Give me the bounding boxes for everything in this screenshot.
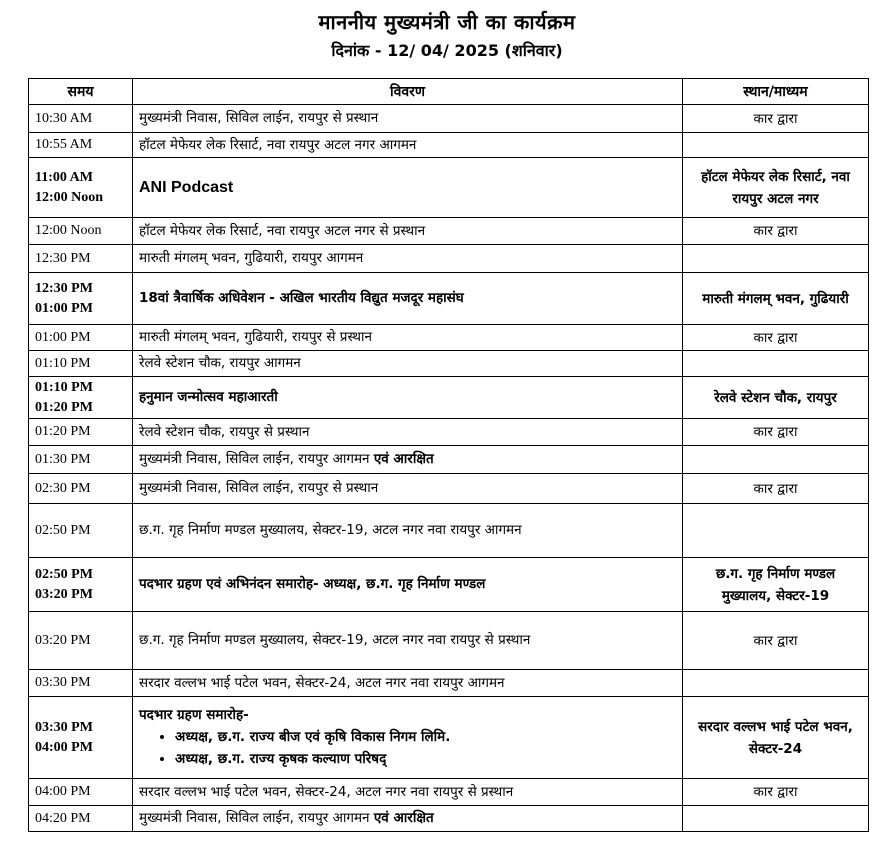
table-row: [29, 218, 869, 245]
table-row: [29, 446, 869, 474]
table-row: [29, 612, 869, 670]
time-range-cell: [29, 697, 133, 779]
description-cell: छ.ग. गृह निर्माण मण्डल मुख्यालय, सेक्टर-19, अटल नगर नवा रायपुर से प्रस्थान: [133, 612, 683, 670]
end-time: 01:20 PM: [35, 399, 93, 415]
place-cell: कार द्वारा: [683, 105, 869, 133]
table-row: [29, 779, 869, 806]
description-cell: [133, 446, 683, 474]
column-header-details: विवरण: [133, 79, 683, 105]
description-cell: मुख्यमंत्री निवास, सिविल लाईन, रायपुर से प्रस्थान: [133, 105, 683, 133]
place-cell: कार द्वारा: [683, 325, 869, 351]
table-row: [29, 670, 869, 697]
column-header-place: स्थान/माध्यम: [683, 79, 869, 105]
time-cell: 10:55 AM: [29, 133, 133, 158]
description-cell: हॉटल मेफेयर लेक रिसार्ट, नवा रायपुर अटल नगर से प्रस्थान: [133, 218, 683, 245]
place-cell: [683, 133, 869, 158]
table-row: [29, 245, 869, 273]
time-cell: 02:50 PM: [29, 504, 133, 558]
description-cell: मारुती मंगलम् भवन, गुढियारी, रायपुर से प्रस्थान: [133, 325, 683, 351]
description-cell: मुख्यमंत्री निवास, सिविल लाईन, रायपुर से प्रस्थान: [133, 474, 683, 504]
venue-cell: छ.ग. गृह निर्माण मण्डल मुख्यालय, सेक्टर-19: [683, 558, 869, 612]
place-cell: [683, 504, 869, 558]
reserved-note: एवं आरक्षित: [373, 810, 434, 826]
place-cell: कार द्वारा: [683, 474, 869, 504]
description-cell: रेलवे स्टेशन चौक, रायपुर से प्रस्थान: [133, 419, 683, 446]
page-title: माननीय मुख्यमंत्री जी का कार्यक्रम: [318, 10, 576, 34]
table-row: [29, 351, 869, 377]
place-cell: [683, 351, 869, 377]
description-cell: मारुती मंगलम् भवन, गुढियारी, रायपुर आगमन: [133, 245, 683, 273]
event-description-cell: [133, 158, 683, 218]
table-row-event: [29, 158, 869, 218]
time-cell: 04:20 PM: [29, 806, 133, 832]
event-subitems-list: [139, 726, 676, 770]
table-row: [29, 133, 869, 158]
place-cell: कार द्वारा: [683, 779, 869, 806]
start-time: 11:00 AM: [35, 169, 93, 185]
table-row-event: [29, 377, 869, 419]
place-cell: [683, 446, 869, 474]
event-description-cell: हनुमान जन्मोत्सव महाआरती: [133, 377, 683, 419]
column-header-time: समय: [29, 79, 133, 105]
time-cell: 02:30 PM: [29, 474, 133, 504]
time-range-cell: [29, 558, 133, 612]
list-item: • अध्यक्ष, छ.ग. राज्य कृषक कल्याण परिषद्: [175, 748, 676, 770]
reserved-note: एवं आरक्षित: [373, 451, 434, 467]
table-row-event: [29, 273, 869, 325]
description-cell: सरदार वल्लभ भाई पटेल भवन, सेक्टर-24, अटल नगर नवा रायपुर से प्रस्थान: [133, 779, 683, 806]
time-cell: 04:00 PM: [29, 779, 133, 806]
schedule-date: दिनांक - 12/ 04/ 2025 (शनिवार): [331, 41, 563, 60]
venue-cell: रेलवे स्टेशन चौक, रायपुर: [683, 377, 869, 419]
start-time: 02:50 PM: [35, 566, 93, 582]
place-cell: कार द्वारा: [683, 419, 869, 446]
time-cell: 01:10 PM: [29, 351, 133, 377]
description-cell: छ.ग. गृह निर्माण मण्डल मुख्यालय, सेक्टर-19, अटल नगर नवा रायपुर आगमन: [133, 504, 683, 558]
table-header-row: [29, 79, 869, 105]
table-row-event: [29, 697, 869, 779]
time-cell: 03:20 PM: [29, 612, 133, 670]
table-row: [29, 474, 869, 504]
table-row: [29, 806, 869, 832]
time-range-cell: [29, 158, 133, 218]
description-cell: [133, 806, 683, 832]
venue-cell: हॉटल मेफेयर लेक रिसार्ट, नवा रायपुर अटल नगर: [683, 158, 869, 218]
table-row: [29, 325, 869, 351]
event-title: पदभार ग्रहण समारोह-: [139, 707, 249, 723]
description-cell: सरदार वल्लभ भाई पटेल भवन, सेक्टर-24, अटल नगर नवा रायपुर आगमन: [133, 670, 683, 697]
table-row-event: [29, 558, 869, 612]
schedule-table: [28, 78, 869, 832]
description-cell: हॉटल मेफेयर लेक रिसार्ट, नवा रायपुर अटल नगर आगमन: [133, 133, 683, 158]
end-time: 12:00 Noon: [35, 189, 104, 205]
event-description-cell: पदभार ग्रहण एवं अभिनंदन समारोह- अध्यक्ष, छ.ग. गृह निर्माण मण्डल: [133, 558, 683, 612]
table-row: [29, 419, 869, 446]
start-time: 01:10 PM: [35, 379, 93, 395]
table-row: [29, 105, 869, 133]
description-text: मुख्यमंत्री निवास, सिविल लाईन, रायपुर आगमन: [139, 451, 370, 467]
document-header: [0, 8, 894, 64]
time-cell: 12:30 PM: [29, 245, 133, 273]
description-cell: रेलवे स्टेशन चौक, रायपुर आगमन: [133, 351, 683, 377]
time-cell: 01:00 PM: [29, 325, 133, 351]
event-description-cell: [133, 697, 683, 779]
table-row: [29, 504, 869, 558]
time-range-cell: [29, 377, 133, 419]
start-time: 03:30 PM: [35, 719, 93, 735]
start-time: 12:30 PM: [35, 280, 93, 296]
venue-cell: सरदार वल्लभ भाई पटेल भवन, सेक्टर-24: [683, 697, 869, 779]
place-cell: [683, 245, 869, 273]
place-cell: [683, 806, 869, 832]
time-cell: 12:00 Noon: [29, 218, 133, 245]
place-cell: [683, 670, 869, 697]
time-cell: 03:30 PM: [29, 670, 133, 697]
place-cell: कार द्वारा: [683, 218, 869, 245]
list-item: • अध्यक्ष, छ.ग. राज्य बीज एवं कृषि विकास निगम लिमि.: [175, 726, 676, 748]
end-time: 03:20 PM: [35, 586, 93, 602]
time-cell: 01:30 PM: [29, 446, 133, 474]
end-time: 04:00 PM: [35, 739, 93, 755]
event-title: ANI Podcast: [139, 178, 234, 196]
end-time: 01:00 PM: [35, 300, 93, 316]
time-cell: 01:20 PM: [29, 419, 133, 446]
venue-cell: मारुती मंगलम् भवन, गुढियारी: [683, 273, 869, 325]
time-cell: 10:30 AM: [29, 105, 133, 133]
time-range-cell: [29, 273, 133, 325]
event-description-cell: 18वां त्रैवार्षिक अधिवेशन - अखिल भारतीय विद्युत मजदूर महासंघ: [133, 273, 683, 325]
place-cell: कार द्वारा: [683, 612, 869, 670]
description-text: मुख्यमंत्री निवास, सिविल लाईन, रायपुर आगमन: [139, 810, 370, 826]
